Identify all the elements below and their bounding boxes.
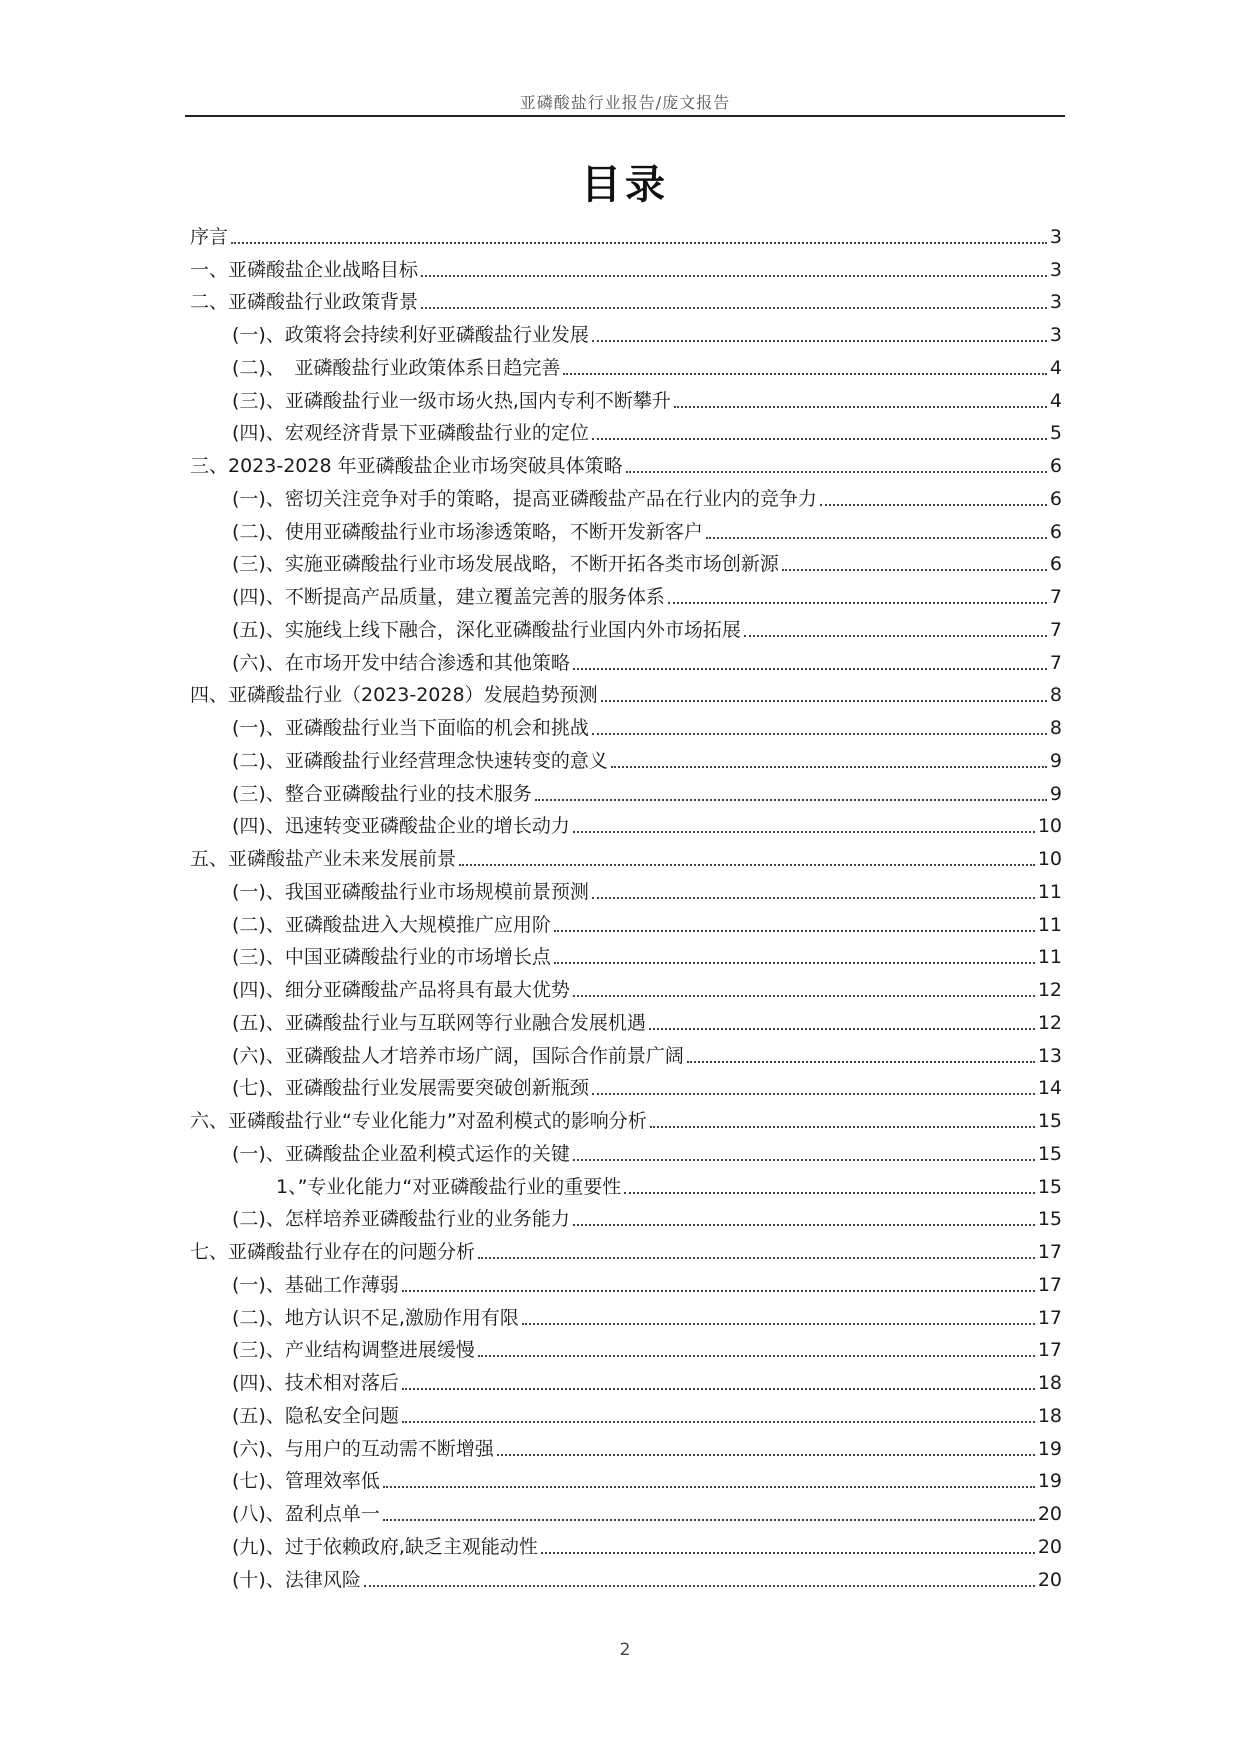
toc-entry-page: 19 (1037, 1437, 1062, 1460)
toc-entry-page: 18 (1037, 1404, 1062, 1427)
toc-entry[interactable] (190, 1362, 1062, 1395)
toc-entry[interactable] (190, 282, 1062, 315)
toc-dot-leader (573, 1224, 1035, 1226)
toc-entry-label: (一)、亚磷酸盐行业当下面临的机会和挑战 (232, 717, 589, 739)
toc-entry[interactable] (190, 806, 1062, 839)
toc-entry-label: (一)、基础工作薄弱 (232, 1273, 399, 1296)
toc-dot-leader (478, 1257, 1035, 1259)
toc-entry-label: 1、”专业化能力“对亚磷酸盐行业的重要性 (276, 1175, 622, 1198)
toc-dot-leader (573, 1159, 1035, 1161)
toc-entry-label: 二、亚磷酸盐行业政策背景 (190, 291, 419, 314)
toc-dot-leader (650, 1126, 1035, 1128)
toc-entry-page: 3 (1049, 258, 1062, 281)
toc-entry-label: 一、亚磷酸盐企业战略目标 (190, 258, 419, 281)
toc-dot-leader (668, 602, 1047, 604)
toc-entry-page: 12 (1037, 1011, 1062, 1034)
toc-dot-leader (563, 373, 1047, 375)
toc-entry-label: (二)、地方认识不足,激励作用有限 (232, 1306, 519, 1329)
toc-dot-leader (421, 307, 1047, 309)
toc-entry-label: 五、亚磷酸盐产业未来发展前景 (190, 848, 457, 870)
toc-entry-page: 12 (1037, 979, 1062, 1001)
toc-entry-label: (二)、 亚磷酸盐行业政策体系日趋完善 (232, 356, 561, 379)
toc-entry-label: (五)、实施线上线下融合，深化亚磷酸盐行业国内外市场拓展 (232, 618, 741, 641)
toc-entry[interactable] (190, 314, 1062, 347)
toc-entry-label: (三)、亚磷酸盐行业一级市场火热,国内专利不断攀升 (232, 389, 671, 412)
toc-dot-leader (601, 700, 1047, 702)
toc-entry-label: (三)、实施亚磷酸盐行业市场发展战略，不断开拓各类市场创新源 (232, 553, 779, 576)
header-rule (185, 115, 1065, 117)
toc-entry[interactable] (190, 478, 1062, 511)
toc-entry[interactable] (190, 871, 1062, 904)
toc-entry[interactable] (190, 1068, 1062, 1101)
toc-dot-leader (611, 766, 1047, 768)
toc-entry-label: (六)、亚磷酸盐人才培养市场广阔，国际合作前景广阔 (232, 1044, 684, 1067)
toc-entry[interactable] (190, 675, 1062, 708)
toc-entry[interactable] (190, 969, 1062, 1002)
toc-entry[interactable] (190, 1002, 1062, 1035)
toc-entry[interactable] (190, 1559, 1062, 1592)
toc-entry-label: (二)、使用亚磷酸盐行业市场渗透策略，不断开发新客户 (232, 520, 703, 543)
toc-entry-label: 三、2023-2028 年亚磷酸盐企业市场突破具体策略 (190, 455, 623, 477)
toc-entry-page: 20 (1037, 1535, 1062, 1558)
toc-entry-label: (三)、整合亚磷酸盐行业的技术服务 (232, 782, 532, 805)
toc-entry[interactable] (190, 740, 1062, 773)
toc-entry-page: 4 (1049, 389, 1062, 412)
toc-entry-page: 18 (1037, 1372, 1062, 1394)
toc-entry[interactable] (190, 1166, 1062, 1199)
toc-dot-leader (535, 799, 1047, 801)
toc-entry[interactable] (190, 216, 1062, 249)
toc-entry[interactable] (190, 544, 1062, 577)
toc-entry-label: (一)、密切关注竞争对手的策略，提高亚磷酸盐产品在行业内的竞争力 (232, 487, 817, 510)
toc-entry[interactable] (190, 1395, 1062, 1428)
toc-entry-label: (九)、过于依赖政府,缺乏主观能动性 (232, 1535, 538, 1558)
toc-entry-page: 7 (1049, 651, 1062, 674)
toc-entry-label: 四、亚磷酸盐行业（2023-2028）发展趋势预测 (190, 684, 598, 707)
toc-entry-label: (二)、怎样培养亚磷酸盐行业的业务能力 (232, 1208, 570, 1231)
toc-entry[interactable] (190, 1297, 1062, 1330)
toc-entry[interactable] (190, 1428, 1062, 1461)
toc-entry-label: 七、亚磷酸盐行业存在的问题分析 (190, 1241, 476, 1263)
toc-dot-leader (402, 1421, 1035, 1423)
toc-entry-label: (二)、亚磷酸盐行业经营理念快速转变的意义 (232, 749, 608, 772)
toc-entry[interactable] (190, 347, 1062, 380)
toc-entry-page: 11 (1037, 946, 1062, 969)
toc-entry-page: 15 (1037, 1175, 1062, 1198)
toc-entry-label: (三)、产业结构调整进展缓慢 (232, 1339, 475, 1362)
toc-entry-page: 6 (1049, 455, 1062, 477)
toc-dot-leader (497, 1454, 1035, 1456)
toc-entry-page: 17 (1037, 1241, 1062, 1263)
toc-entry-label: (七)、亚磷酸盐行业发展需要突破创新瓶颈 (232, 1077, 589, 1100)
toc-entry-page: 11 (1037, 913, 1062, 936)
toc-dot-leader (592, 340, 1047, 342)
toc-dot-leader (383, 1519, 1035, 1521)
toc-entry[interactable] (190, 1330, 1062, 1363)
toc-entry[interactable] (190, 609, 1062, 642)
toc-entry-page: 15 (1037, 1208, 1062, 1231)
toc-entry-page: 3 (1049, 225, 1062, 248)
toc-entry-page: 9 (1049, 749, 1062, 772)
toc-entry[interactable] (190, 249, 1062, 282)
toc-dot-leader (573, 831, 1035, 833)
toc-entry-label: (四)、宏观经济背景下亚磷酸盐行业的定位 (232, 422, 589, 445)
toc-entry-label: (四)、不断提高产品质量，建立覆盖完善的服务体系 (232, 586, 665, 608)
toc-entry[interactable] (190, 707, 1062, 740)
toc-entry[interactable] (190, 511, 1062, 544)
toc-entry-page: 8 (1049, 717, 1062, 739)
toc-dot-leader (626, 471, 1047, 473)
toc-entry-page: 19 (1037, 1470, 1062, 1493)
toc-entry[interactable] (190, 937, 1062, 970)
toc-entry-label: 序言 (190, 225, 229, 248)
toc-entry-page: 8 (1049, 684, 1062, 707)
toc-entry-label: (七)、管理效率低 (232, 1470, 380, 1493)
toc-entry-page: 7 (1049, 586, 1062, 608)
toc-entry-page: 4 (1049, 356, 1062, 379)
toc-dot-leader (624, 1192, 1035, 1194)
page-number: 2 (619, 1640, 631, 1660)
toc-dot-leader (231, 242, 1047, 244)
toc-entry-label: (一)、我国亚磷酸盐行业市场规模前景预测 (232, 880, 589, 903)
toc-entry[interactable] (190, 413, 1062, 446)
toc-entry[interactable] (190, 1199, 1062, 1232)
toc-entry[interactable] (190, 445, 1062, 478)
toc-dot-leader (687, 1061, 1035, 1063)
toc-entry-page: 3 (1049, 324, 1062, 346)
toc-entry-page: 13 (1037, 1044, 1062, 1067)
toc-entry-label: (五)、亚磷酸盐行业与互联网等行业融合发展机遇 (232, 1011, 646, 1034)
toc-dot-leader (592, 438, 1047, 440)
toc-entry-page: 11 (1037, 880, 1062, 903)
toc-entry-page: 10 (1037, 815, 1062, 838)
toc-entry-label: (四)、细分亚磷酸盐产品将具有最大优势 (232, 979, 570, 1001)
toc-entry-label: (四)、迅速转变亚磷酸盐企业的增长动力 (232, 815, 570, 838)
toc-entry[interactable] (190, 1526, 1062, 1559)
toc-entry[interactable] (190, 1035, 1062, 1068)
toc-entry-page: 3 (1049, 291, 1062, 314)
toc-entry-page: 6 (1049, 520, 1062, 543)
toc-dot-leader (573, 668, 1047, 670)
toc-entry-label: 六、亚磷酸盐行业“专业化能力”对盈利模式的影响分析 (190, 1110, 647, 1132)
toc-dot-leader (674, 406, 1047, 408)
toc-entry-page: 6 (1049, 487, 1062, 510)
toc-entry-label: (四)、技术相对落后 (232, 1372, 399, 1394)
toc-dot-leader (706, 537, 1047, 539)
toc-entry-page: 9 (1049, 782, 1062, 805)
toc-entry-page: 20 (1037, 1503, 1062, 1525)
toc-entry-label: (十)、法律风险 (232, 1568, 361, 1591)
toc-entry[interactable] (190, 1100, 1062, 1133)
toc-dot-leader (402, 1290, 1035, 1292)
toc-entry[interactable] (190, 380, 1062, 413)
toc-dot-leader (459, 864, 1035, 866)
toc-entry[interactable] (190, 1133, 1062, 1166)
toc-entry[interactable] (190, 1461, 1062, 1494)
toc-dot-leader (820, 504, 1047, 506)
toc-entry-label: (五)、隐私安全问题 (232, 1404, 399, 1427)
toc-dot-leader (592, 733, 1047, 735)
toc-entry-page: 15 (1037, 1110, 1062, 1132)
running-header: 亚磷酸盐行业报告/庞文报告 (519, 93, 731, 112)
toc-dot-leader (592, 1093, 1035, 1095)
toc-entry[interactable] (190, 773, 1062, 806)
toc-entry[interactable] (190, 642, 1062, 675)
toc-dot-leader (541, 1552, 1035, 1554)
toc-dot-leader (649, 1028, 1035, 1030)
toc-dot-leader (554, 962, 1035, 964)
toc-entry[interactable] (190, 576, 1062, 609)
toc-dot-leader (573, 995, 1035, 997)
toc-dot-leader (554, 930, 1035, 932)
toc-entry[interactable] (190, 1264, 1062, 1297)
toc-dot-leader (421, 275, 1047, 277)
toc-entry-page: 17 (1037, 1273, 1062, 1296)
toc-entry-page: 7 (1049, 618, 1062, 641)
toc-entry-page: 17 (1037, 1339, 1062, 1362)
toc-list (190, 216, 1062, 1592)
toc-dot-leader (592, 897, 1035, 899)
toc-dot-leader (782, 569, 1047, 571)
toc-entry-label: (六)、在市场开发中结合渗透和其他策略 (232, 651, 570, 674)
toc-entry-page: 5 (1049, 422, 1062, 445)
toc-entry[interactable] (190, 904, 1062, 937)
toc-dot-leader (744, 635, 1047, 637)
toc-title: 目录 (581, 161, 669, 208)
toc-entry-page: 17 (1037, 1306, 1062, 1329)
toc-entry-label: (六)、与用户的互动需不断增强 (232, 1437, 494, 1460)
toc-entry-page: 6 (1049, 553, 1062, 576)
toc-entry[interactable] (190, 1231, 1062, 1264)
toc-entry[interactable] (190, 838, 1062, 871)
toc-entry-page: 14 (1037, 1077, 1062, 1100)
toc-entry-page: 15 (1037, 1142, 1062, 1165)
toc-entry-page: 10 (1037, 848, 1062, 870)
toc-entry-label: (一)、政策将会持续利好亚磷酸盐行业发展 (232, 324, 589, 346)
toc-dot-leader (402, 1388, 1035, 1390)
toc-entry[interactable] (190, 1493, 1062, 1526)
toc-entry-page: 20 (1037, 1568, 1062, 1591)
toc-entry-label: (八)、盈利点单一 (232, 1503, 380, 1525)
toc-dot-leader (383, 1486, 1035, 1488)
toc-dot-leader (478, 1355, 1035, 1357)
toc-entry-label: (二)、亚磷酸盐进入大规模推广应用阶 (232, 913, 551, 936)
toc-dot-leader (522, 1323, 1035, 1325)
toc-entry-label: (一)、亚磷酸盐企业盈利模式运作的关键 (232, 1142, 570, 1165)
toc-dot-leader (364, 1585, 1035, 1587)
toc-entry-label: (三)、中国亚磷酸盐行业的市场增长点 (232, 946, 551, 969)
